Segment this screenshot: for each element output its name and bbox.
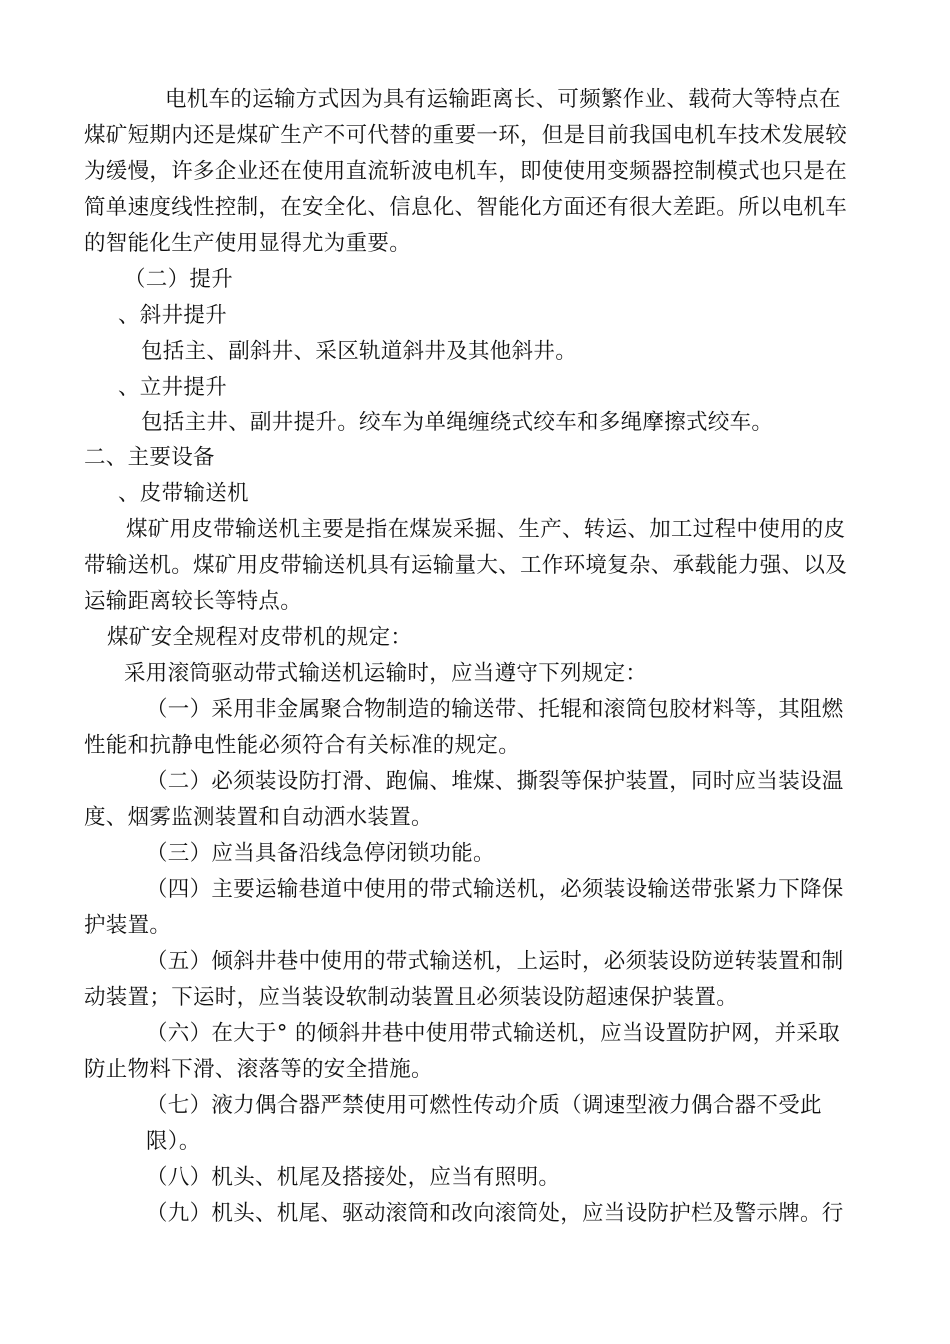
paragraph-line: 性能和抗静电性能必须符合有关标准的规定。 — [84, 733, 521, 758]
paragraph-line: 护装置。 — [84, 913, 172, 938]
paragraph-line: 煤矿用皮带输送机主要是指在煤炭采掘、生产、转运、加工过程中使用的皮 — [126, 517, 846, 542]
paragraph-line: 限）。 — [146, 1129, 201, 1154]
paragraph-line: 的智能化生产使用显得尤为重要。 — [84, 231, 412, 256]
subsection-heading: 、立井提升 — [118, 375, 228, 400]
rule-item: （四）主要运输巷道中使用的带式输送机，必须装设输送带张紧力下降保 — [146, 877, 844, 902]
rule-item: （三）应当具备沿线急停闭锁功能。 — [146, 841, 495, 866]
paragraph-line: 煤矿安全规程对皮带机的规定： — [107, 625, 413, 650]
paragraph-line: 带输送机。煤矿用皮带输送机具有运输量大、工作环境复杂、承载能力强、以及 — [84, 553, 848, 578]
section-heading: 二、主要设备 — [84, 445, 215, 470]
rule-item: （五）倾斜井巷中使用的带式输送机，上运时，必须装设防逆转装置和制 — [146, 949, 844, 974]
paragraph-line: 包括主井、副井提升。绞车为单绳缠绕式绞车和多绳摩擦式绞车。 — [141, 410, 774, 435]
paragraph-line: 电机车的运输方式因为具有运输距离长、可频繁作业、载荷大等特点在 — [165, 87, 841, 112]
rule-item: （八）机头、机尾及搭接处，应当有照明。 — [146, 1165, 561, 1190]
paragraph-line: 包括主、副斜井、采区轨道斜井及其他斜井。 — [141, 339, 578, 364]
paragraph-line: 动装置；下运时，应当装设软制动装置且必须装设防超速保护装置。 — [84, 985, 739, 1010]
paragraph-line: 防止物料下滑、滚落等的安全措施。 — [84, 1057, 433, 1082]
subsection-heading: 、皮带输送机 — [118, 481, 249, 506]
paragraph-line: 运输距离较长等特点。 — [84, 589, 303, 614]
rule-item: （七）液力偶合器严禁使用可燃性传动介质（调速型液力偶合器不受此 — [146, 1093, 822, 1118]
rule-item: （一）采用非金属聚合物制造的输送带、托辊和滚筒包胶材料等，其阻燃 — [146, 697, 844, 722]
paragraph-line: 简单速度线性控制，在安全化、信息化、智能化方面还有很大差距。所以电机车 — [84, 195, 848, 220]
paragraph-line: 为缓慢，许多企业还在使用直流斩波电机车，即使使用变频器控制模式也只是在 — [84, 159, 848, 184]
paragraph-line: 度、烟雾监测装置和自动洒水装置。 — [84, 805, 433, 830]
section-heading: （二）提升 — [124, 267, 234, 292]
paragraph-line: 煤矿短期内还是煤矿生产不可代替的重要一环，但是目前我国电机车技术发展较 — [84, 123, 848, 148]
rule-item: （九）机头、机尾、驱动滚筒和改向滚筒处，应当设防护栏及警示牌。行 — [146, 1201, 844, 1226]
rule-item: （六）在大于° 的倾斜井巷中使用带式输送机，应当设置防护网，并采取 — [146, 1021, 840, 1046]
subsection-heading: 、斜井提升 — [118, 303, 228, 328]
paragraph-line: 采用滚筒驱动带式输送机运输时，应当遵守下列规定： — [124, 661, 648, 686]
rule-item: （二）必须装设防打滑、跑偏、堆煤、撕裂等保护装置，同时应当装设温 — [146, 769, 844, 794]
